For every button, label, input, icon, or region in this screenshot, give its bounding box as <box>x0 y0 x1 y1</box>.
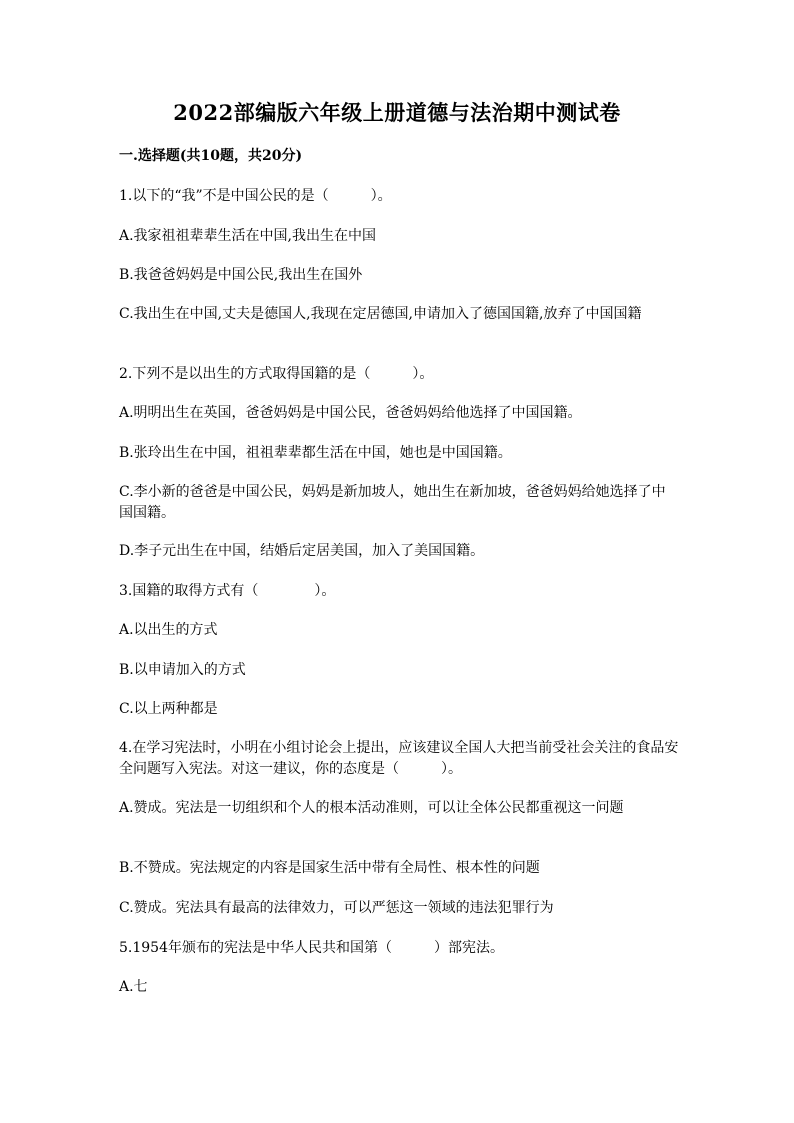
option-item: C.赞成。宪法具有最高的法律效力，可以严惩这一领域的违法犯罪行为 <box>119 900 554 916</box>
question-stem: 4.在学习宪法时，小明在小组讨论会上提出，应该建议全国人大把当前受社会关注的食品安全问题写入宪法。对这一建议，你的态度是（ ）。 <box>119 740 679 777</box>
option-item: B.以申请加入的方式 <box>119 662 246 678</box>
option-item: B.张玲出生在中国，祖祖辈辈都生活在中国，她也是中国国籍。 <box>119 445 512 461</box>
option-item: C.以上两种都是 <box>119 701 218 717</box>
option-item: A.明明出生在英国，爸爸妈妈是中国公民，爸爸妈妈给他选择了中国国籍。 <box>119 405 582 421</box>
page-title: 2022部编版六年级上册道德与法治期中测试卷 <box>173 100 621 125</box>
option-item: A.赞成。宪法是一切组织和个人的根本活动准则，可以让全体公民都重视这一问题 <box>119 800 624 816</box>
option-item: C.李小新的爸爸是中国公民，妈妈是新加坡人，她出生在新加坡，爸爸妈妈给她选择了中国国籍。 <box>119 484 666 521</box>
option-item: A.以出生的方式 <box>119 622 218 638</box>
question-stem: 5.1954年颁布的宪法是中华人民共和国第（ ）部宪法。 <box>119 940 504 956</box>
option-item: A.我家祖祖辈辈生活在中国,我出生在中国 <box>119 228 377 244</box>
question-stem: 1.以下的“我”不是中国公民的是（ ）。 <box>119 188 392 204</box>
option-item: C.我出生在中国,丈夫是德国人,我现在定居德国,申请加入了德国国籍,放弃了中国国籍 <box>119 306 642 322</box>
option-item: B.不赞成。宪法规定的内容是国家生活中带有全局性、根本性的问题 <box>119 860 540 876</box>
section-heading: 一.选择题(共10题，共20分) <box>119 148 303 164</box>
option-item: B.我爸爸妈妈是中国公民,我出生在国外 <box>119 267 363 283</box>
option-item: A.七 <box>119 979 148 995</box>
question-stem: 2.下列不是以出生的方式取得国籍的是（ ）。 <box>119 366 434 382</box>
option-item: D.李子元出生在中国，结婚后定居美国，加入了美国国籍。 <box>119 543 485 559</box>
question-stem: 3.国籍的取得方式有（ ）。 <box>119 583 336 599</box>
